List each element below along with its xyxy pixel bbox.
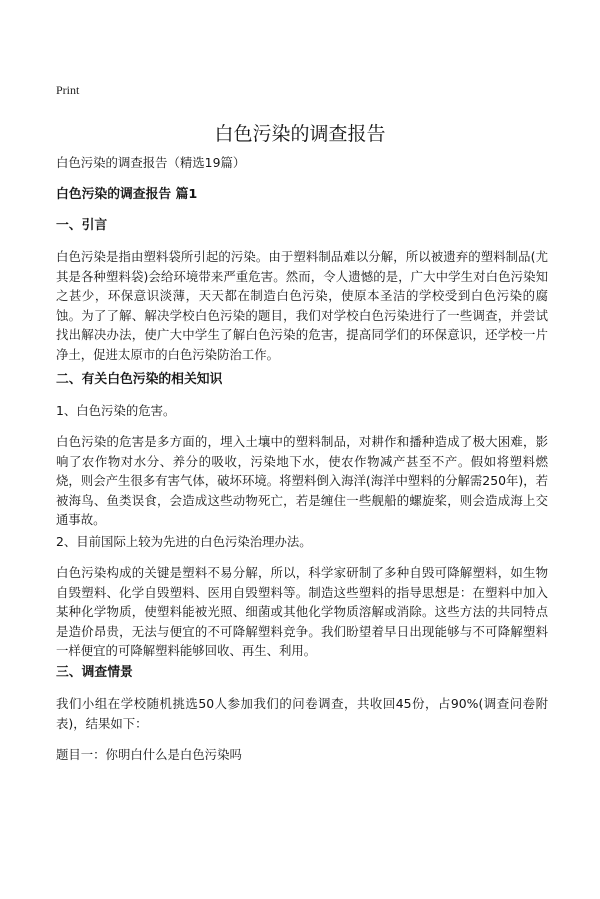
- section-heading: 白色污染的调查报告 篇1: [56, 187, 198, 202]
- heading-survey-situation: 三、调查情景: [56, 665, 133, 680]
- survey-question-1: 题目一：你明白什么是白色污染吗: [56, 747, 242, 762]
- document-subtitle: 白色污染的调查报告（精选19篇）: [56, 155, 246, 170]
- item-treatment-methods: 2、目前国际上较为先进的白色污染治理办法。: [56, 534, 312, 549]
- heading-related-knowledge: 二、有关白色污染的相关知识: [56, 372, 223, 387]
- document-title: 白色污染的调查报告: [214, 123, 386, 145]
- heading-introduction: 一、引言: [56, 218, 108, 233]
- paragraph-harm: 白色污染的危害是多方面的，埋入土壤中的塑料制品，对耕作和播种造成了极大困难，影响了农作物对水分、养分的吸收，污染地下水，使农作物减产甚至不产。假如将塑料燃烧，则会产生很多有害气体，破坏环境。将塑料倒入海洋(海洋中塑料的分解需250年)，若被海鸟、鱼类误食，会造成这些动物死亡，若是缠住一些舰船的螺旋桨，则会造成海上交通事故。: [56, 434, 548, 528]
- paragraph-treatment: 白色污染构成的关键是塑料不易分解，所以，科学家研制了多种自毁可降解塑料，如生物自毁塑料、化学自毁塑料、医用自毁塑料等。制造这些塑料的指导思想是：在塑料中加入某种化学物质，使塑料能被光照、细菌或其他化学物质溶解或消除。这些方法的共同特点是造价昂贵，无法与便宜的不可降解塑料竞争。我们盼望着早日出现能够与不可降解塑料一样便宜的可降解塑料能够回收、再生、利用。: [56, 565, 548, 659]
- paragraph-survey: 我们小组在学校随机挑选50人参加我们的问卷调查，共收回45份，占90%(调查问卷附表)，结果如下：: [56, 696, 548, 731]
- item-harm-of-white-pollution: 1、白色污染的危害。: [56, 403, 176, 418]
- paragraph-introduction: 白色污染是指由塑料袋所引起的污染。由于塑料制品难以分解，所以被遗弃的塑料制品(尤其是各种塑料袋)会给环境带来严重危害。然而，令人遗憾的是，广大中学生对白色污染知之甚少，环保意识淡薄，天天都在制造白色污染，使原本圣洁的学校受到白色污染的腐蚀。为了了解、解决学校白色污染的题目，我们对学校白色污染进行了一些调查，并尝试找出解决办法，使广大中学生了解白色污染的危害，提高同学们的环保意识，还学校一片净土，促进太原市的白色污染防治工作。: [56, 249, 548, 362]
- print-label: Print: [56, 83, 80, 97]
